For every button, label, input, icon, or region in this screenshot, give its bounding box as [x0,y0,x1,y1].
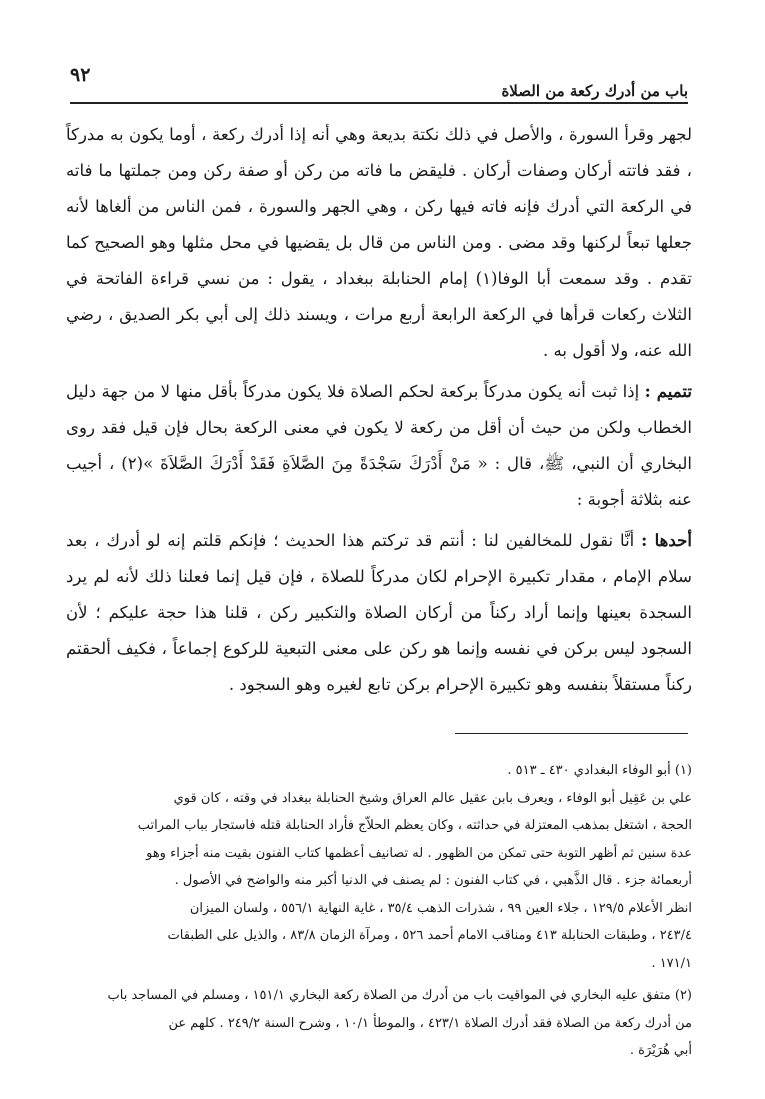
paragraph-2 [66,373,692,518]
paragraph-2-text: إذا ثبت أنه يكون مدركاً بركعة لحكم الصلاة فلا يكون مدركاً بأقل منها لا من جهة دليل الخطاب ولكن من حيث أن أقل من ركعة لا يكون في معنى الركعة بحال فإن قيل فقد روى البخاري أن النبي، ﷺ، قال : « مَنْ أَدْرَكَ سَجْدَةً مِنَ الصَّلاَةِ فَقَدْ أَدْرَكَ الصَّلاَةَ »(٢) ، أجيب عنه بثلاثة أجوبة : [66,382,692,509]
footnote-line: (١) أبو الوفاء البغدادي ٤٣٠ ـ ٥١٣ . [507,763,692,778]
footnote-line: ١٧١/١ . [651,955,692,971]
footnote-line: ٢٤٣/٤ ، وطبقات الحنابلة ٤١٣ ومناقب الامام أحمد ٥٢٦ ، ومرآة الزمان ٨٣/٨ ، والذيل على الطبقات [167,928,692,943]
footnote-line: من أدرك ركعة من الصلاة فقد أدرك الصلاة ٤٢٣/١ ، والموطأ ١٠/١ ، وشرح السنة ٢٤٩/٢ . كلهم عن [168,1015,692,1031]
chapter-title: باب من أدرك ركعة من الصلاة [501,82,688,100]
footnote-line: علي بن عَقِيل أبو الوفاء ، ويعرف بابن عقيل عالم العراق وشيخ الحنابلة ببغداد في وقته ، كان قوي [173,790,692,806]
footnote-line: أبي هُرَيْرَة . [629,1043,692,1058]
paragraph-3-text: أنَّا نقول للمخالفين لنا : أنتم قد تركتم هذا الحديث ؛ فإنكم قلتم إنه لو أدرك ، بعد سلام الإمام ، مقدار تكبيرة الإحرام لكان مدركاً للصلاة ، فإن قيل إنما فعلنا ذلك لأنه لم يرد السجدة بعينها وإنما أراد ركناً من أركان الصلاة والتكبير ركن ، قلنا هذا حجة عليكم ؛ لأن السجود ليس بركن في نفسه وإنما هو ركن على معنى التبعية للركوع إجماعاً ، فكيف ألحقتم ركناً مستقلاً بنفسه وهو تكبيرة الإحرام بركن تابع لغيره وهو السجود . [66,531,692,694]
footnote-line: عدة سنين ثم أظهر التوبة حتى تمكن من الظهور . له تصانيف أعظمها كتاب الفنون بقيت منه أجزاء وهو [146,845,692,861]
main-text [66,117,692,703]
paragraph-3-lead: أحدها : [641,530,692,550]
footnote-line: (٢) متفق عليه البخاري في المواقيت باب من أدرك من الصلاة ركعة البخاري ١٥١/١ ، ومسلم في المساجد باب [107,988,692,1003]
paragraph-2-lead: تتميم : [644,381,692,401]
running-header [70,62,688,104]
footnote-line: أربعمائة جزء . قال الذَّهبي ، في كتاب الفنون : لم يصنف في الدنيا أكبر منه والواضح في الأصول . [174,873,692,888]
footnote-separator [455,733,688,734]
footnote-1 [66,757,692,977]
paragraph-1: لجهر وقرأ السورة ، والأصل في ذلك نكتة بديعة وهي أنه إذا أدرك ركعة ، أوما يكون به مدركاً ، فقد فاتته أركان وصفات أركان . فليقض ما فاته من ركن أو صفة ركن ومن جملتها ما فاته في الركعة التي أدرك فإنه فاته فيها ركن ، وهي الجهر والسورة ، فمن الناس من ألغاها لأنه جعلها تبعاً لركنها وقد مضى . ومن الناس من قال بل يقضيها في محل مثلها وهو الصحيح كما تقدم . وقد سمعت أبا الوفا(١) إمام الحنابلة ببغداد ، يقول : من نسي قراءة الفاتحة في الثلاث ركعات قرأها في الركعة الرابعة أربع مرات ، ويسند ذلك إلى أبي بكر الصديق ، رضي الله عنه، ولا أقول به . [66,125,692,360]
paragraph-3 [66,522,692,703]
page-number: ٩٢ [70,64,91,86]
footnote-line: الحجة ، اشتغل بمذهب المعتزلة في حداثته ، وكان يعظم الحلاّج فأراد الحنابلة قتله فاستجار بباب المراتب [137,818,692,833]
footnote-2 [66,982,692,1065]
footnote-line: انظر الأعلام ١٢٩/٥ ، جلاء العين ٩٩ ، شذرات الذهب ٣٥/٤ ، غاية النهاية ٥٥٦/١ ، ولسان الميزان [189,900,692,916]
footnotes [66,757,692,1065]
